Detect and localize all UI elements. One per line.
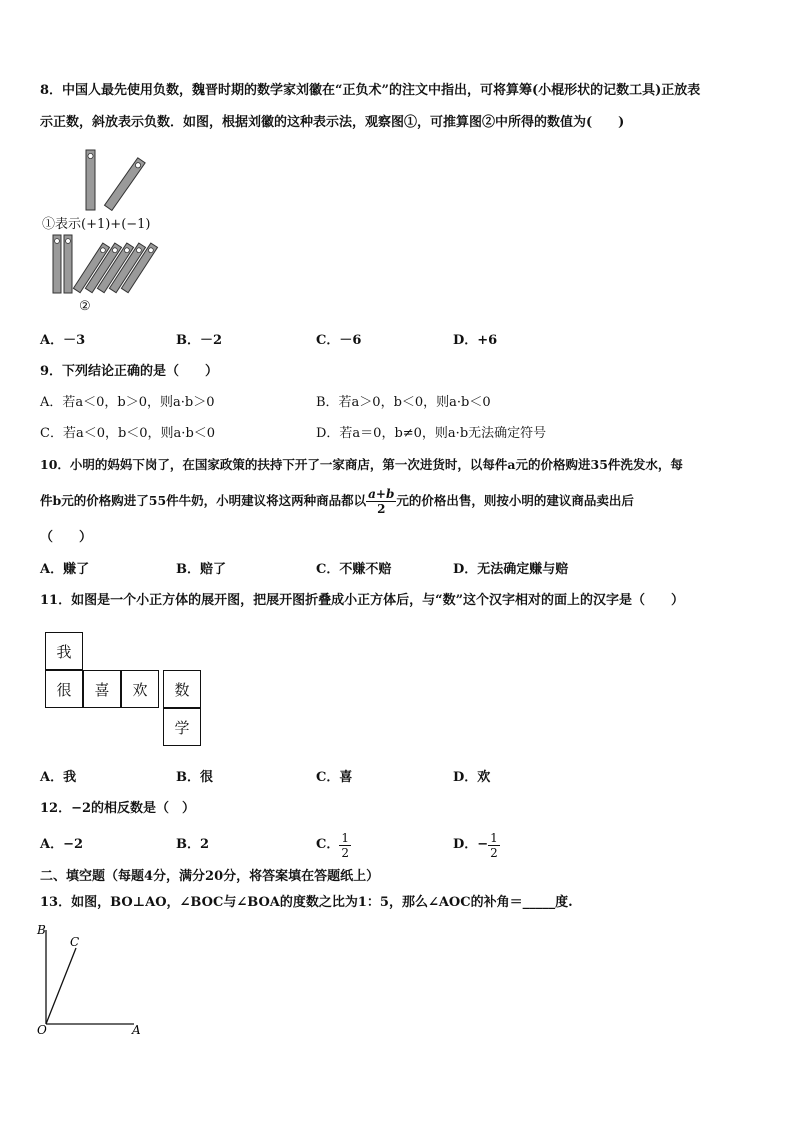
- counting-rods-figure: [40, 145, 180, 320]
- cube-face-4: 欢: [121, 670, 159, 708]
- q10-fraction-numerator: a+b: [368, 486, 395, 501]
- ray-oc: [46, 948, 76, 1024]
- q8-option-a: A．－3: [40, 333, 86, 348]
- q12-c-numerator: 1: [341, 830, 349, 845]
- q8-stem-line2: 示正数，斜放表示负数．如图，根据刘徽的这种表示法，观察图①，可推算图②中所得的数值为( ): [40, 115, 625, 130]
- q11-stem: 11．如图是一个小正方体的展开图，把展开图折叠成小正方体后，与“数”这个汉字相对的面上的汉字是（ ）: [40, 593, 685, 608]
- q12-option-d: [453, 826, 500, 864]
- section-2-heading: 二、填空题（每题4分，满分20分，将答案填在答题纸上）: [40, 869, 380, 884]
- q10-fraction-denominator: 2: [377, 501, 386, 516]
- q10-stem-line1: 10．小明的妈妈下岗了，在国家政策的扶持下开了一家商店，第一次进货时，以每件a元的价格购进35件洗发水，每: [40, 457, 683, 472]
- cube-net: [45, 632, 205, 748]
- label-c: C: [70, 935, 80, 949]
- cube-face-3: 喜: [83, 670, 121, 708]
- label-b: B: [37, 923, 46, 937]
- cube-face-1: 我: [45, 632, 83, 670]
- q10-option-d: D．无法确定赚与赔: [453, 562, 569, 577]
- q12-option-d-fraction: [488, 831, 500, 860]
- q12-option-a: A．−2: [40, 837, 84, 852]
- q12-option-d-letter: D．−: [453, 837, 489, 852]
- q12-d-numerator: 1: [490, 830, 498, 845]
- q10-line2-part2: 元的价格出售，则按小明的建议商品卖出后: [396, 493, 634, 508]
- fig2-rods: [53, 235, 158, 293]
- label-o: O: [37, 1023, 47, 1037]
- q10-option-a: A．赚了: [40, 562, 90, 577]
- q10-stem-line3: （ ）: [40, 530, 93, 545]
- q12-d-denominator: 2: [490, 845, 498, 860]
- q8-option-c: C．－6: [316, 333, 362, 348]
- angle-figure: [34, 920, 154, 1038]
- q12-option-c: [316, 826, 351, 864]
- q10-line2-part1: 件b元的价格购进了55件牛奶，小明建议将这两种商品都以: [40, 493, 367, 508]
- fig1-label: ①表示(+1)+(−1): [42, 217, 151, 232]
- q12-option-b: B．2: [176, 837, 210, 852]
- label-a: A: [132, 1023, 141, 1037]
- q8-option-d: D．+6: [453, 333, 498, 348]
- q8-option-b: B．－2: [176, 333, 223, 348]
- q11-option-d: D．欢: [453, 770, 491, 785]
- q8-stem-line1: 8．中国人最先使用负数，魏晋时期的数学家刘徽在“正负术”的注文中指出，可将算筹(小棍形状的记数工具)正放表: [40, 83, 701, 98]
- q12-stem: 12．−2的相反数是（ ）: [40, 801, 196, 816]
- q11-option-b: B．很: [176, 770, 213, 785]
- q9-option-c: C．若a＜0，b＜0，则a·b＜0: [40, 426, 216, 441]
- cube-face-2: 很: [45, 670, 83, 708]
- q11-option-c: C．喜: [316, 770, 353, 785]
- q12-option-c-fraction: [339, 831, 351, 860]
- q11-option-a: A．我: [40, 770, 77, 785]
- fig2-label: ②: [79, 299, 91, 314]
- q10-option-c: C．不赚不赔: [316, 562, 392, 577]
- q9-stem: 9．下列结论正确的是（ ）: [40, 364, 219, 379]
- q10-fraction: [366, 487, 396, 516]
- cube-face-5: 数: [163, 670, 201, 708]
- q9-option-d: D．若a＝0，b≠0，则a·b无法确定符号: [316, 426, 547, 441]
- q12-option-c-letter: C．: [316, 837, 340, 852]
- q13-stem: 13．如图，BO⊥AO，∠BOC与∠BOA的度数之比为1：5，那么∠AOC的补角＝_____度.: [40, 895, 573, 910]
- q9-option-b: B．若a＞0，b＜0，则a·b＜0: [316, 395, 491, 410]
- q12-c-denominator: 2: [341, 845, 349, 860]
- cube-face-6: 学: [163, 708, 201, 746]
- fig1-rods: [86, 150, 145, 210]
- q9-option-a: A．若a＜0，b＞0，则a·b＞0: [40, 395, 215, 410]
- q10-stem-line2: [40, 486, 634, 516]
- q10-option-b: B．赔了: [176, 562, 226, 577]
